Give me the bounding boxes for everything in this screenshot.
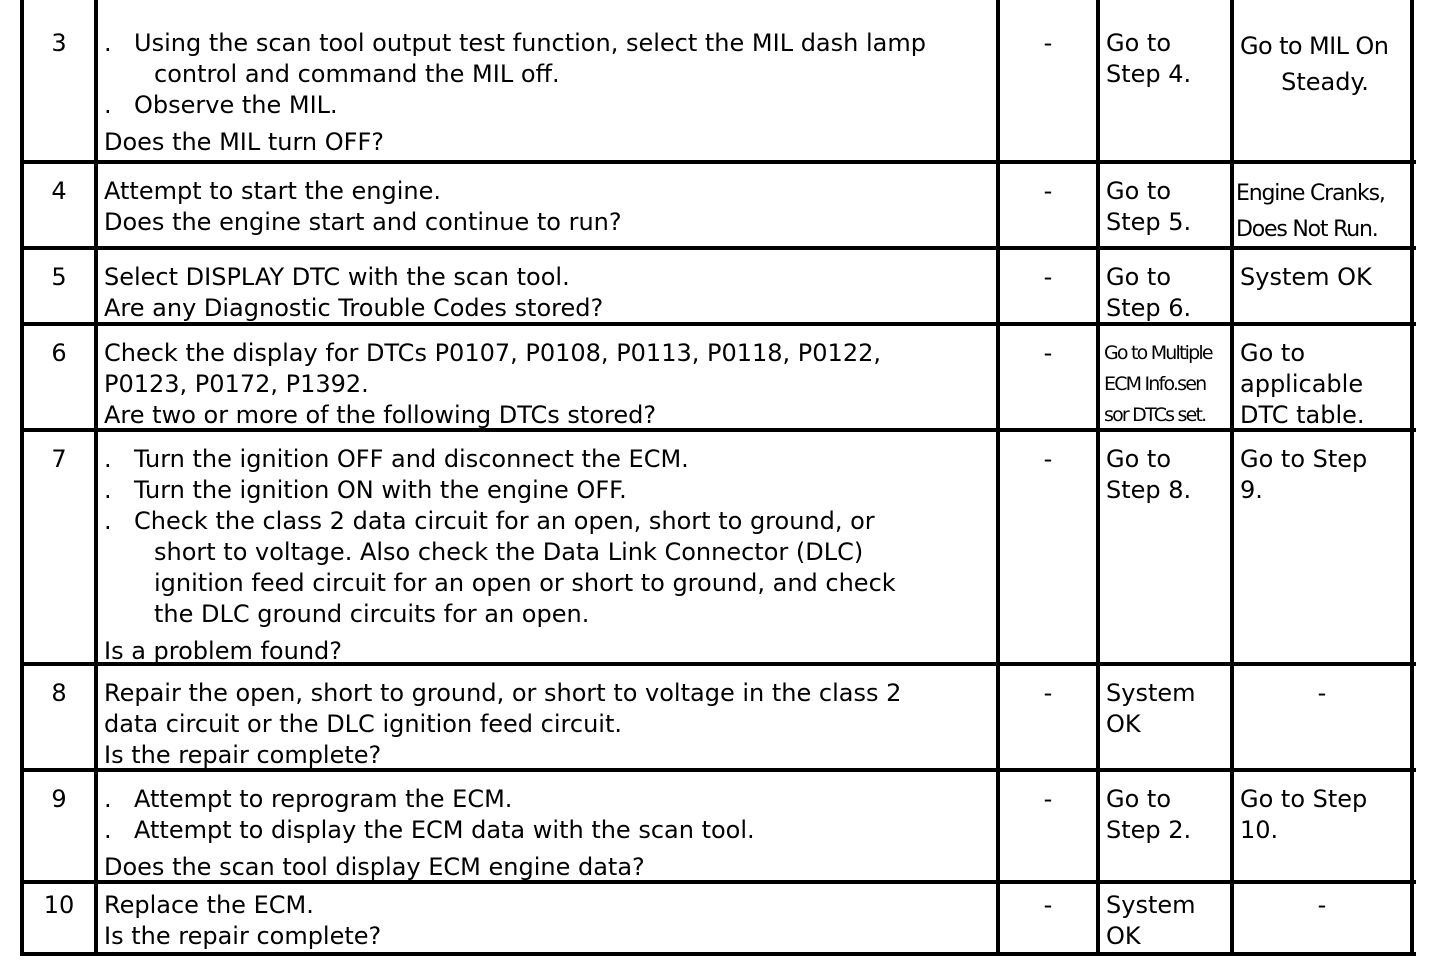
action-bullet: . Observe the MIL. xyxy=(104,91,338,119)
no-cell: Go to Step 9. xyxy=(1240,445,1368,504)
no-cell: Engine Cranks, Does Not Run. xyxy=(1236,181,1385,242)
step-number: 4 xyxy=(51,177,67,205)
value-cell: - xyxy=(1043,177,1053,205)
value-cell: - xyxy=(1043,263,1053,291)
yes-cell: Go to Step 2. xyxy=(1106,785,1192,844)
no-cell: Go to Step 10. xyxy=(1240,785,1368,844)
action-bullet: . Turn the ignition ON with the engine OFF. xyxy=(104,476,627,504)
yes-cell: Go to Step 6. xyxy=(1106,263,1192,322)
yes-cell: Go to Multiple ECM Info.sen sor DTCs set. xyxy=(1104,342,1212,426)
step-number: 6 xyxy=(51,339,67,367)
action-cell: Select DISPLAY DTC with the scan tool. Are any Diagnostic Trouble Codes stored? xyxy=(104,263,604,322)
step-number: 7 xyxy=(51,445,67,473)
no-cell: - xyxy=(1317,679,1327,707)
table-row-step-9 xyxy=(20,772,1416,884)
question-text: Is a problem found? xyxy=(104,637,343,665)
question-text: Does the scan tool display ECM engine data? xyxy=(104,853,645,881)
action-cell xyxy=(98,772,996,880)
table-row-step-3 xyxy=(20,0,1416,164)
action-cell: Check the display for DTCs P0107, P0108, P0113, P0118, P0122, P0123, P0172, P1392. Are two or more of the following DTCs stored? xyxy=(104,339,881,429)
value-cell: - xyxy=(1043,29,1053,57)
yes-cell: Go to Step 4. xyxy=(1106,29,1192,88)
action-bullet: . Check the class 2 data circuit for an open, short to ground, or short to voltage. Also check the Data Link Connector (DLC) ignition feed circuit for an open or short to ground, and check the DLC ground circuits for an open. xyxy=(104,507,896,628)
table-row-step-4 xyxy=(20,164,1416,250)
value-cell: - xyxy=(1043,785,1053,813)
yes-cell: Go to Step 5. xyxy=(1106,177,1192,236)
yes-cell: System OK xyxy=(1106,679,1196,738)
no-cell: - xyxy=(1317,891,1327,919)
step-number: 3 xyxy=(51,29,67,57)
action-bullet: . Using the scan tool output test function, select the MIL dash lamp control and command the MIL off. xyxy=(104,29,926,88)
no-cell: Go to applicable DTC table. xyxy=(1240,339,1365,429)
step-number: 5 xyxy=(51,263,67,291)
no-cell: Go to MIL On Steady. xyxy=(1240,32,1389,96)
yes-cell: Go to Step 8. xyxy=(1106,445,1192,504)
value-cell: - xyxy=(1043,339,1053,367)
value-cell: - xyxy=(1043,445,1053,473)
action-cell: Replace the ECM. Is the repair complete? xyxy=(104,891,382,950)
table-row-step-8 xyxy=(20,666,1416,772)
diagnostic-table xyxy=(20,0,1416,956)
action-bullet: . Attempt to display the ECM data with the scan tool. xyxy=(104,816,755,844)
table-row-step-5 xyxy=(20,250,1416,326)
step-number: 9 xyxy=(51,785,67,813)
yes-cell: System OK xyxy=(1106,891,1196,950)
table-row-step-6 xyxy=(20,326,1416,432)
action-cell: Repair the open, short to ground, or short to voltage in the class 2 data circuit or the DLC ignition feed circuit. Is the repair complete? xyxy=(104,679,902,769)
action-bullet: . Turn the ignition OFF and disconnect the ECM. xyxy=(104,445,689,473)
question-text: Does the MIL turn OFF? xyxy=(104,128,385,156)
action-bullet: . Attempt to reprogram the ECM. xyxy=(104,785,513,813)
action-cell xyxy=(98,0,996,160)
table-row-step-10 xyxy=(20,884,1416,956)
value-cell: - xyxy=(1043,679,1053,707)
table-row-step-7 xyxy=(20,432,1416,666)
no-cell: System OK xyxy=(1240,263,1372,291)
step-number: 8 xyxy=(51,679,67,707)
step-number: 10 xyxy=(43,891,75,919)
action-cell xyxy=(98,432,996,665)
action-cell: Attempt to start the engine. Does the engine start and continue to run? xyxy=(104,177,622,236)
value-cell: - xyxy=(1043,891,1053,919)
